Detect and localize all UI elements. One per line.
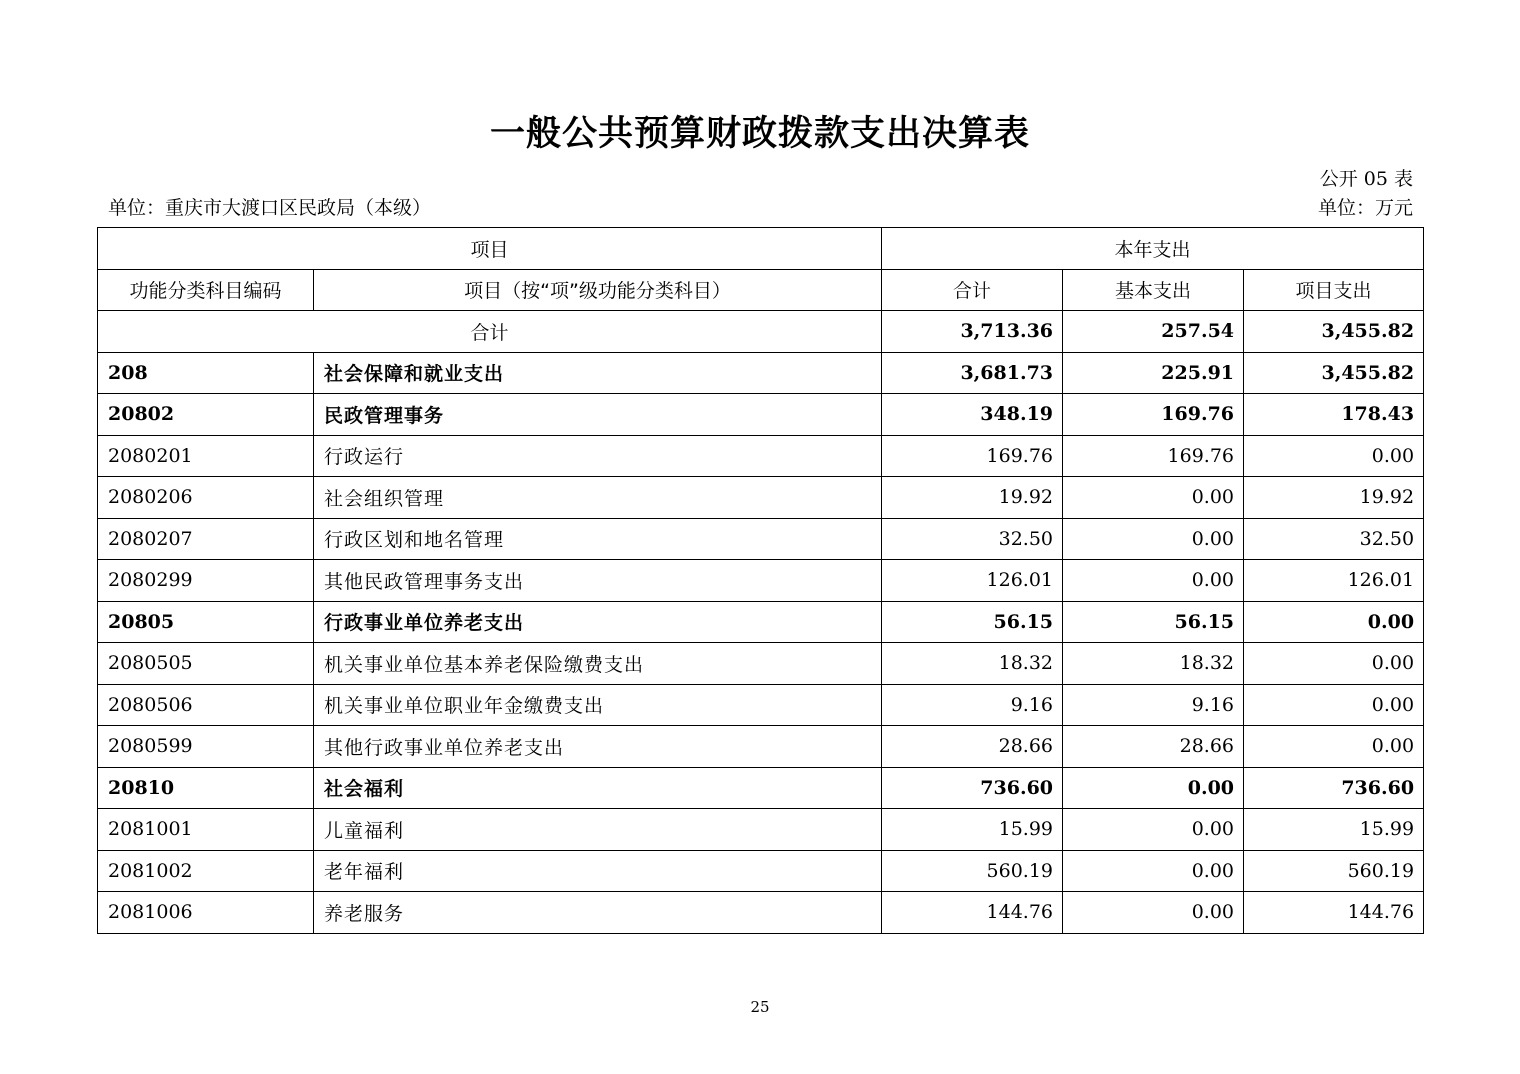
- unit-currency: 单位：万元: [1317, 197, 1413, 219]
- row-total: 126.01: [882, 560, 1063, 602]
- row-code: 2080505: [98, 643, 314, 685]
- row-name: 其他民政管理事务支出: [314, 560, 882, 602]
- row-basic: 225.91: [1063, 352, 1244, 394]
- row-project: 19.92: [1244, 477, 1424, 519]
- row-total: 19.92: [882, 477, 1063, 519]
- table-row: [98, 850, 1424, 892]
- row-code: 2080201: [98, 435, 314, 477]
- row-project: 178.43: [1244, 394, 1424, 436]
- total-basic: 257.54: [1063, 311, 1244, 353]
- row-total: 9.16: [882, 684, 1063, 726]
- row-code: 2080299: [98, 560, 314, 602]
- row-basic: 0.00: [1063, 809, 1244, 851]
- row-project: 0.00: [1244, 726, 1424, 768]
- row-project: 0.00: [1244, 601, 1424, 643]
- row-total: 3,681.73: [882, 352, 1063, 394]
- row-project: 144.76: [1244, 892, 1424, 934]
- row-total: 32.50: [882, 518, 1063, 560]
- table-row: [98, 643, 1424, 685]
- row-project: 3,455.82: [1244, 352, 1424, 394]
- row-code: 2081006: [98, 892, 314, 934]
- table-row: [98, 601, 1424, 643]
- row-name: 民政管理事务: [314, 394, 882, 436]
- table-row: [98, 809, 1424, 851]
- row-code: 20810: [98, 767, 314, 809]
- row-total: 144.76: [882, 892, 1063, 934]
- row-name: 行政事业单位养老支出: [314, 601, 882, 643]
- page-number: 25: [750, 998, 770, 1016]
- row-project: 126.01: [1244, 560, 1424, 602]
- row-basic: 28.66: [1063, 726, 1244, 768]
- row-total: 15.99: [882, 809, 1063, 851]
- row-project: 0.00: [1244, 643, 1424, 685]
- header-row-sub: [98, 269, 1424, 311]
- row-code: 20805: [98, 601, 314, 643]
- total-sum: 3,713.36: [882, 311, 1063, 353]
- row-basic: 56.15: [1063, 601, 1244, 643]
- row-basic: 0.00: [1063, 892, 1244, 934]
- page-title: 一般公共预算财政拨款支出决算表: [489, 114, 1030, 154]
- header-project: 项目: [98, 228, 882, 270]
- row-total: 560.19: [882, 850, 1063, 892]
- row-code: 2080207: [98, 518, 314, 560]
- table-row: [98, 518, 1424, 560]
- row-name: 儿童福利: [314, 809, 882, 851]
- table-row: [98, 892, 1424, 934]
- row-code: 2080206: [98, 477, 314, 519]
- row-name: 社会组织管理: [314, 477, 882, 519]
- row-basic: 0.00: [1063, 477, 1244, 519]
- row-basic: 9.16: [1063, 684, 1244, 726]
- row-basic: 0.00: [1063, 560, 1244, 602]
- header-basic: 基本支出: [1063, 269, 1244, 311]
- table-row: [98, 352, 1424, 394]
- row-name: 社会保障和就业支出: [314, 352, 882, 394]
- row-code: 2080506: [98, 684, 314, 726]
- row-project: 0.00: [1244, 435, 1424, 477]
- table-row: [98, 435, 1424, 477]
- row-project: 15.99: [1244, 809, 1424, 851]
- row-basic: 169.76: [1063, 435, 1244, 477]
- row-name: 行政区划和地名管理: [314, 518, 882, 560]
- row-code: 2081001: [98, 809, 314, 851]
- total-row: [98, 311, 1424, 353]
- header-row-top: [98, 228, 1424, 270]
- table-row: [98, 560, 1424, 602]
- row-project: 736.60: [1244, 767, 1424, 809]
- row-total: 169.76: [882, 435, 1063, 477]
- table-number: 公开 05 表: [1319, 168, 1413, 190]
- row-code: 2080599: [98, 726, 314, 768]
- row-project: 560.19: [1244, 850, 1424, 892]
- header-project-expense: 项目支出: [1244, 269, 1424, 311]
- total-project: 3,455.82: [1244, 311, 1424, 353]
- row-name: 机关事业单位基本养老保险缴费支出: [314, 643, 882, 685]
- table-row: [98, 684, 1424, 726]
- row-name: 养老服务: [314, 892, 882, 934]
- row-name: 机关事业单位职业年金缴费支出: [314, 684, 882, 726]
- row-name: 其他行政事业单位养老支出: [314, 726, 882, 768]
- row-project: 32.50: [1244, 518, 1424, 560]
- header-current-year: 本年支出: [882, 228, 1424, 270]
- header-total: 合计: [882, 269, 1063, 311]
- row-basic: 18.32: [1063, 643, 1244, 685]
- row-name: 社会福利: [314, 767, 882, 809]
- budget-table: [97, 227, 1424, 934]
- row-total: 736.60: [882, 767, 1063, 809]
- header-code: 功能分类科目编码: [98, 269, 314, 311]
- total-label: 合计: [98, 311, 882, 353]
- table-row: [98, 726, 1424, 768]
- table-row: [98, 477, 1424, 519]
- row-code: 208: [98, 352, 314, 394]
- row-name: 老年福利: [314, 850, 882, 892]
- row-basic: 0.00: [1063, 767, 1244, 809]
- row-total: 28.66: [882, 726, 1063, 768]
- row-name: 行政运行: [314, 435, 882, 477]
- row-total: 348.19: [882, 394, 1063, 436]
- unit-organization: 单位：重庆市大渡口区民政局（本级）: [108, 197, 432, 219]
- row-basic: 0.00: [1063, 518, 1244, 560]
- row-total: 18.32: [882, 643, 1063, 685]
- row-basic: 0.00: [1063, 850, 1244, 892]
- table-row: [98, 394, 1424, 436]
- row-project: 0.00: [1244, 684, 1424, 726]
- row-total: 56.15: [882, 601, 1063, 643]
- table-row: [98, 767, 1424, 809]
- header-name: 项目（按“项”级功能分类科目）: [314, 269, 882, 311]
- row-basic: 169.76: [1063, 394, 1244, 436]
- row-code: 20802: [98, 394, 314, 436]
- row-code: 2081002: [98, 850, 314, 892]
